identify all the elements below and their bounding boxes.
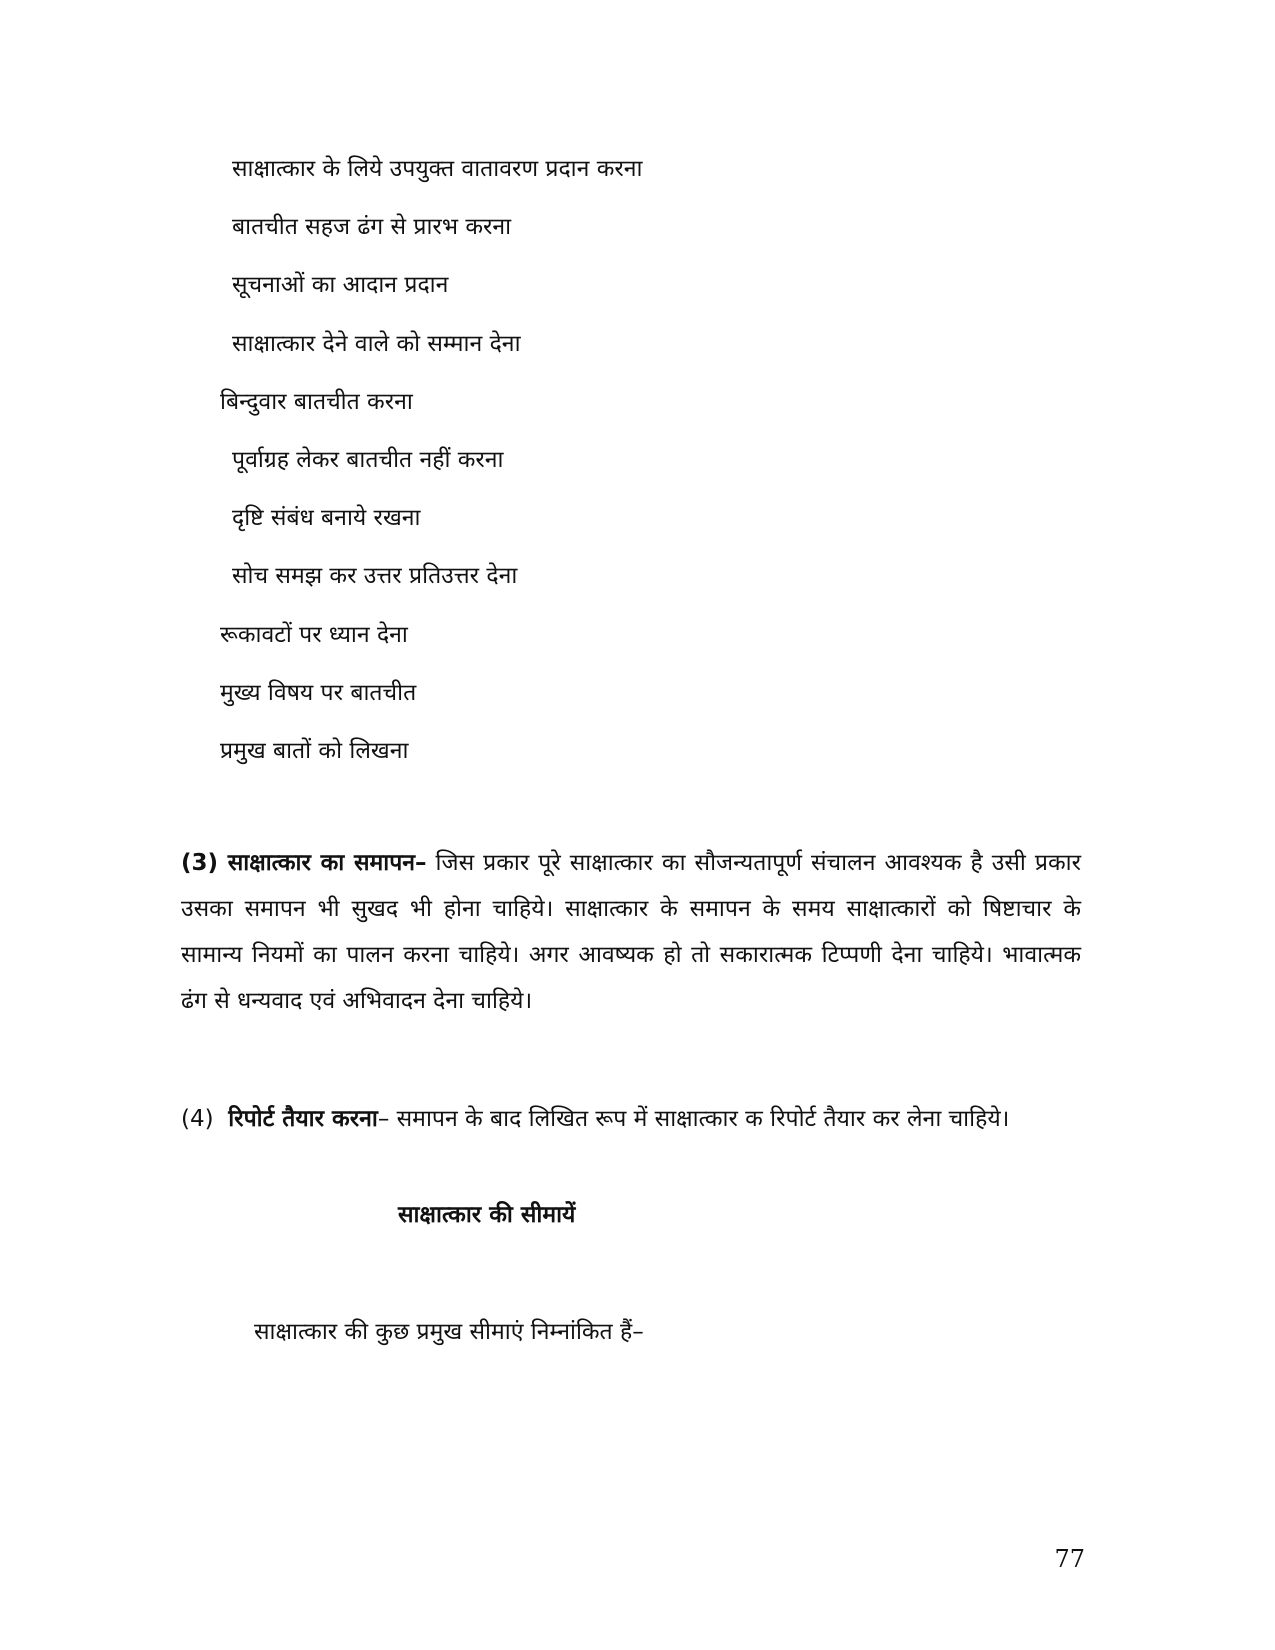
section-4-paragraph <box>181 1096 1081 1142</box>
list-item: बिन्दुवार बातचीत करना <box>220 388 413 415</box>
list-item: बातचीत सहज ढंग से प्रारभ करना <box>232 214 512 241</box>
section-3-paragraph <box>181 840 1081 1024</box>
section-4-number: (4) <box>181 1106 214 1132</box>
list-item: सूचनाओं का आदान प्रदान <box>232 272 449 299</box>
list-item: साक्षात्कार देने वाले को सम्मान देना <box>232 330 521 357</box>
list-item: मुख्य विषय पर बातचीत <box>220 679 417 706</box>
page-number: 77 <box>1054 1545 1085 1573</box>
section-3-text: जिस प्रकार पूरे साक्षात्कार का सौजन्यतापूर्ण संचालन आवश्यक है उसी प्रकार उसका समापन भी सुखद भी होना चाहिये। साक्षात्कार के समापन के समय साक्षात्कारों को षिष्टाचार के सामान्य नियमों का पालन करना चाहिये। अगर आवष्यक हो तो सकारात्मक टिप्पणी देना चाहिये। भावात्मक ढंग से धन्यवाद एवं अभिवादन देना चाहिये। <box>181 850 1082 1014</box>
interview-steps-list <box>0 140 1275 780</box>
section-4-heading: रिपोर्ट तैयार करना <box>228 1106 378 1132</box>
limitations-intro: साक्षात्कार की कुछ प्रमुख सीमाएं निम्नांकित हैं– <box>254 1319 644 1345</box>
list-item: रूकावटों पर ध्यान देना <box>220 621 408 648</box>
list-item: साक्षात्कार के लिये उपयुक्त वातावरण प्रदान करना <box>232 156 643 182</box>
list-item: प्रमुख बातों को लिखना <box>220 737 409 764</box>
limitations-heading: साक्षात्कार की सीमायें <box>398 1202 576 1228</box>
section-4-text: – समापन के बाद लिखित रूप में साक्षात्कार क रिपोर्ट तैयार कर लेना चाहिये। <box>377 1106 1010 1132</box>
section-3-heading: (3) साक्षात्कार का समापन– <box>181 850 427 876</box>
list-item: सोच समझ कर उत्तर प्रतिउत्तर देना <box>232 563 518 590</box>
list-item: दृष्टि संबंध बनाये रखना <box>232 505 421 532</box>
list-item: पूर्वाग्रह लेकर बातचीत नहीं करना <box>232 446 504 473</box>
